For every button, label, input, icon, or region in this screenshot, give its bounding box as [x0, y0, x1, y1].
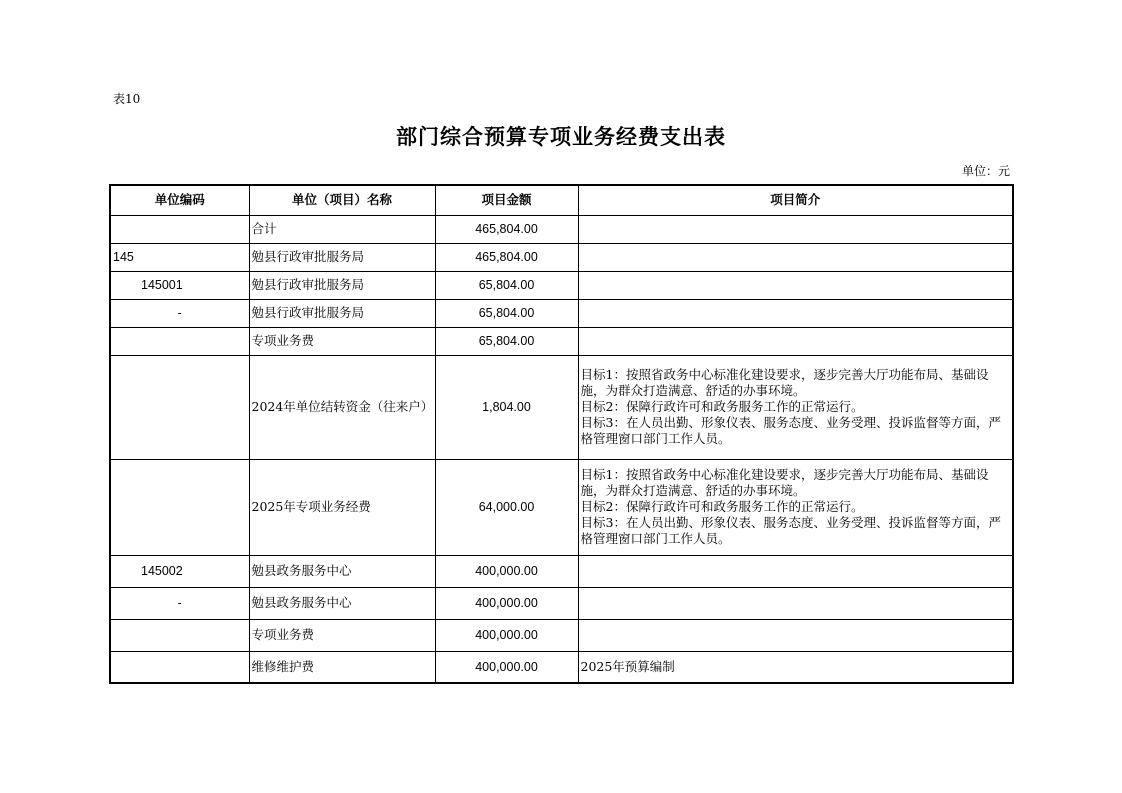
cell-unit-name: 2024年单位结转资金（往来户）: [249, 355, 435, 459]
cell-amount: 465,804.00: [435, 215, 578, 243]
description-line: 目标2：保障行政许可和政务服务工作的正常运行。: [580, 399, 864, 414]
table-row: [110, 243, 1013, 271]
cell-description: [578, 243, 1013, 271]
cell-unit-name: 勉县政务服务中心: [249, 555, 435, 587]
table-row: [110, 299, 1013, 327]
header-unit-code: 单位编码: [110, 185, 249, 215]
cell-description: [578, 355, 1013, 459]
cell-description: [578, 459, 1013, 555]
table-row: [110, 215, 1013, 243]
cell-unit-name: 勉县行政审批服务局: [249, 243, 435, 271]
cell-amount: 400,000.00: [435, 651, 578, 683]
table-number: 表10: [113, 92, 141, 106]
cell-description: [578, 327, 1013, 355]
cell-unit-code: [110, 327, 249, 355]
cell-unit-name: 专项业务费: [249, 327, 435, 355]
table-row: [110, 619, 1013, 651]
cell-amount: 64,000.00: [435, 459, 578, 555]
description-line: 目标3：在人员出勤、形象仪表、服务态度、业务受理、投诉监督等方面，严格管理窗口部门工作人员。: [580, 515, 1001, 546]
cell-description: [578, 619, 1013, 651]
cell-unit-code: [110, 651, 249, 683]
description-line: 目标2：保障行政许可和政务服务工作的正常运行。: [580, 499, 864, 514]
cell-description: [578, 299, 1013, 327]
table-row: [110, 355, 1013, 459]
cell-amount: 400,000.00: [435, 555, 578, 587]
cell-unit-name: 维修维护费: [249, 651, 435, 683]
cell-unit-code: 145001: [110, 271, 249, 299]
header-row: [110, 185, 1013, 215]
cell-amount: 465,804.00: [435, 243, 578, 271]
cell-unit-code: [110, 619, 249, 651]
page-title: 部门综合预算专项业务经费支出表: [396, 124, 726, 149]
cell-unit-code: [110, 459, 249, 555]
cell-description: [578, 587, 1013, 619]
cell-description: [578, 651, 1013, 683]
cell-unit-code: 145: [110, 243, 249, 271]
cell-description: [578, 271, 1013, 299]
cell-unit-name: 勉县政务服务中心: [249, 587, 435, 619]
table-row: [110, 651, 1013, 683]
cell-description: [578, 555, 1013, 587]
header-unit-name: 单位（项目）名称: [249, 185, 435, 215]
description-line: 2025年预算编制: [580, 658, 675, 674]
table-body: [110, 215, 1013, 683]
cell-unit-code: [110, 215, 249, 243]
cell-unit-name: 勉县行政审批服务局: [249, 271, 435, 299]
cell-unit-code: -: [110, 587, 249, 619]
cell-amount: 65,804.00: [435, 327, 578, 355]
table-row: [110, 327, 1013, 355]
header-amount: 项目金额: [435, 185, 578, 215]
cell-amount: 1,804.00: [435, 355, 578, 459]
table-row: [110, 555, 1013, 587]
cell-description: [578, 215, 1013, 243]
cell-unit-name: 勉县行政审批服务局: [249, 299, 435, 327]
table-row: [110, 459, 1013, 555]
cell-unit-name: 专项业务费: [249, 619, 435, 651]
unit-label: 单位：元: [961, 164, 1010, 178]
cell-unit-code: -: [110, 299, 249, 327]
cell-unit-name: 合计: [249, 215, 435, 243]
expense-table: [109, 184, 1014, 684]
cell-unit-name: 2025年专项业务经费: [249, 459, 435, 555]
description-line: 目标3：在人员出勤、形象仪表、服务态度、业务受理、投诉监督等方面，严格管理窗口部门工作人员。: [580, 415, 1001, 446]
header-description: 项目简介: [578, 185, 1013, 215]
table-row: [110, 587, 1013, 619]
description-line: 目标1：按照省政务中心标准化建设要求，逐步完善大厅功能布局、基础设施，为群众打造满意、舒适的办事环境。: [580, 467, 989, 498]
cell-amount: 400,000.00: [435, 619, 578, 651]
cell-amount: 65,804.00: [435, 299, 578, 327]
cell-unit-code: [110, 355, 249, 459]
table-row: [110, 271, 1013, 299]
cell-amount: 65,804.00: [435, 271, 578, 299]
description-line: 目标1：按照省政务中心标准化建设要求，逐步完善大厅功能布局、基础设施，为群众打造满意、舒适的办事环境。: [580, 367, 989, 398]
cell-amount: 400,000.00: [435, 587, 578, 619]
cell-unit-code: 145002: [110, 555, 249, 587]
